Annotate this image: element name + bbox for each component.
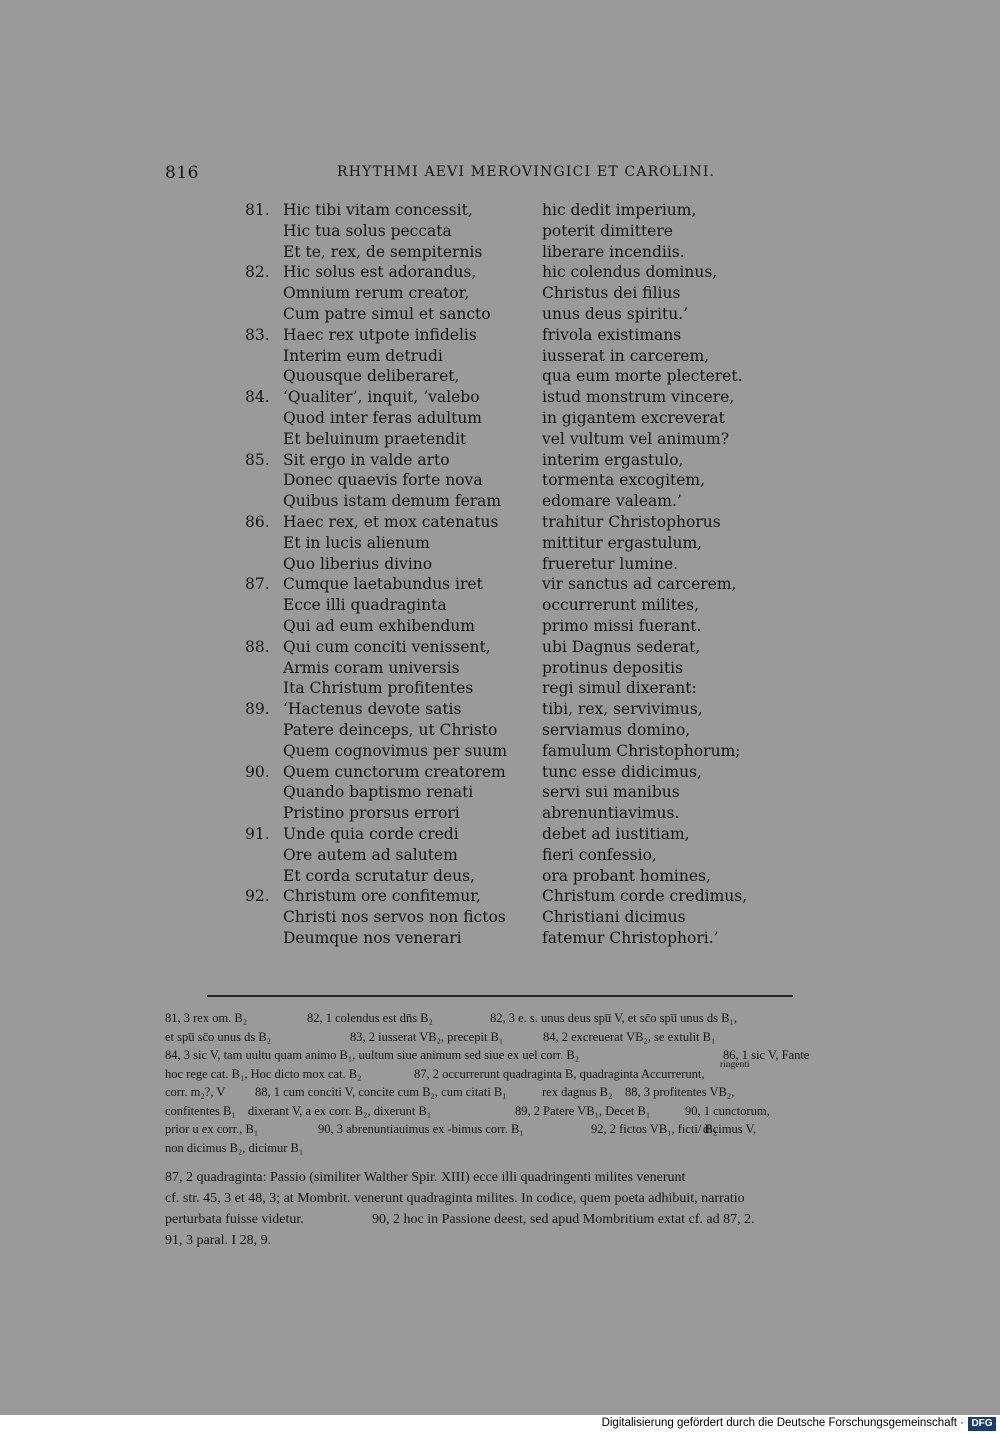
verse-second-half: serviamus domino, <box>542 720 691 739</box>
verse-first-half: Unde quia corde credi <box>283 824 459 843</box>
apparatus-entry: 92, 2 fictos VB₁, ficti/ B₂ <box>591 1122 718 1136</box>
stanza <box>245 450 765 512</box>
interlinear-correction: ringenti <box>720 1060 750 1070</box>
verse-second-half: fieri confessio, <box>542 845 657 864</box>
verse-second-half: Christiani dicimus <box>542 908 686 927</box>
verse-line <box>245 325 765 346</box>
verse-first-half: Quibus istam demum feram <box>283 492 502 511</box>
verse-second-half: liberare incendiis. <box>542 242 685 261</box>
verse-second-half: hic dedit imperium, <box>542 201 697 219</box>
verse-first-half: Christum ore confitemur, <box>283 887 481 906</box>
verse-first-half: Quem cunctorum creatorem <box>283 762 506 781</box>
verse-first-half: Quo liberius divino <box>283 554 433 573</box>
verse-second-half: tunc esse didicimus, <box>542 762 702 781</box>
verse-line <box>245 845 765 866</box>
verse-line <box>245 408 765 429</box>
verse-first-half: Quando baptismo renati <box>283 783 474 802</box>
stanza-number: 83. <box>245 325 270 344</box>
verse-first-half: Quod inter feras adultum <box>283 408 483 427</box>
verse-line <box>245 533 765 554</box>
verse-second-half: vel vultum vel animum? <box>542 429 730 448</box>
apparatus-entry: corr. m₂?, V <box>165 1085 226 1099</box>
verse-line <box>245 429 765 450</box>
verse-line <box>245 803 765 824</box>
apparatus-entry: 88, 3 profitentes VB₂, <box>625 1085 735 1099</box>
apparatus-line <box>165 1102 840 1121</box>
verse-first-half: Cumque laetabundus iret <box>283 575 483 594</box>
apparatus-entry: prior u ex corr., B₁ <box>165 1122 259 1136</box>
stanza <box>245 574 765 636</box>
verse-line <box>245 595 765 616</box>
verse-line <box>245 699 765 720</box>
verse-first-half: Et beluinum praetendit <box>283 429 467 448</box>
verse-second-half: frueretur lumine. <box>542 554 679 573</box>
stanza-number: 85. <box>245 450 270 469</box>
apparatus-entry: 84, 2 excreuerat VB₂, se extulit B₁ <box>543 1029 716 1044</box>
apparatus-line <box>165 1139 840 1158</box>
stanza <box>245 824 765 886</box>
verse-second-half: istud monstrum vincere, <box>542 388 735 407</box>
verse-second-half: debet ad iustitiam, <box>542 824 690 843</box>
apparatus-line <box>165 1120 840 1139</box>
apparatus-entry: 81, 3 rex om. B₂ <box>165 1011 248 1025</box>
stanza-number: 84. <box>245 388 270 407</box>
verse-line <box>245 304 765 325</box>
stanza-number: 82. <box>245 263 270 282</box>
verse-second-half: mittitur ergastulum, <box>542 533 703 552</box>
verse-first-half: Omnium rerum creator, <box>283 284 470 303</box>
verse-first-half: Ecce illi quadraginta <box>283 596 447 615</box>
verse-second-half: ubi Dagnus sederat, <box>542 637 701 656</box>
apparatus-entry: 87, 2 occurrerunt quadraginta B, quadraginta Accurrerunt, <box>414 1066 705 1081</box>
verse-line <box>245 907 765 928</box>
verse-line <box>245 470 765 491</box>
verse-second-half: servi sui manibus <box>542 783 680 802</box>
verse-second-half: fatemur Christophori.’ <box>542 928 719 947</box>
verse-first-half: Quem cognovimus per suum <box>283 741 508 760</box>
verse-first-half: ‘Qualiter’, inquit, ‘valebo <box>283 388 480 407</box>
apparatus-entry: et spu̅ sc̄o unus ds B₂ <box>165 1029 272 1044</box>
verse-first-half: Christi nos servos non fictos <box>283 908 506 927</box>
verse-second-half: hic colendus dominus, <box>542 263 718 282</box>
verse-second-half: Christus dei filius <box>542 284 681 303</box>
page-header <box>165 163 840 185</box>
verse-second-half: tibi, rex, servivimus, <box>542 700 703 719</box>
apparatus-line <box>165 1028 840 1047</box>
apparatus-entry: 83, 2 iusserat VB₂, precepit B₁ <box>350 1029 504 1044</box>
verse-first-half: Qui cum conciti venissent, <box>283 637 491 656</box>
verse-first-half: Ita Christum profitentes <box>283 679 474 698</box>
stanza <box>245 637 765 699</box>
verse-line <box>245 658 765 679</box>
stanza-number: 89. <box>245 700 270 719</box>
stanza <box>245 762 765 824</box>
apparatus-entry: 89, 2 Patere VB₁, Decet B₁ <box>515 1103 651 1118</box>
verse-second-half: interim ergastulo, <box>542 450 684 469</box>
verse-second-half: in gigantem excreverat <box>542 408 725 427</box>
verse-first-half: Sit ergo in valde arto <box>283 450 450 469</box>
note-entry: 91, 3 paral. I 28, 9. <box>165 1233 272 1248</box>
source-notes <box>165 1167 840 1251</box>
apparatus-entry: 86, 1 sic V, Fante <box>723 1048 810 1062</box>
note-line <box>165 1188 840 1209</box>
apparatus-entry: 82, 1 colendus est dn̄s B₂ <box>307 1011 433 1025</box>
apparatus-line <box>165 1065 840 1084</box>
verse-second-half: trahitur Christophorus <box>542 512 721 531</box>
verse-first-half: ‘Hactenus devote satis <box>283 700 462 719</box>
running-title: RHYTHMI AEVI MEROVINGICI ET CAROLINI. <box>337 164 716 180</box>
verse-line <box>245 574 765 595</box>
note-entry: 90, 2 hoc in Passione deest, sed apud Mombritium extat cf. ad 87, 2. <box>372 1212 755 1227</box>
verse-first-half: Hic tibi vitam concessit, <box>283 201 473 219</box>
verse-line <box>245 782 765 803</box>
verse-line <box>245 824 765 845</box>
verse-second-half: abrenuntiavimus. <box>542 804 680 823</box>
footer-credit: Digitalisierung gefördert durch die Deutsche Forschungsgemeinschaft · <box>601 1417 964 1429</box>
verse-second-half: regi simul dixerant: <box>542 679 697 698</box>
verse-first-half: Cum patre simul et sancto <box>283 304 491 323</box>
verse-second-half: vir sanctus ad carcerem, <box>542 575 737 594</box>
verse-line <box>245 720 765 741</box>
stanza <box>245 512 765 574</box>
stanza-number: 90. <box>245 762 270 781</box>
verse-first-half: Patere deinceps, ut Christo <box>283 720 498 739</box>
verse-first-half: Armis coram universis <box>283 658 460 677</box>
stanza <box>245 200 765 262</box>
verse-first-half: Quousque deliberaret, <box>283 367 460 386</box>
apparatus-line <box>165 1009 840 1028</box>
verse-second-half: iusserat in carcerem, <box>542 346 710 365</box>
verse-line <box>245 886 765 907</box>
verse-first-half: Hic tua solus peccata <box>283 221 452 240</box>
stanza <box>245 387 765 449</box>
critical-apparatus <box>165 1009 840 1157</box>
verse-line <box>245 387 765 408</box>
verse-first-half: Pristino prorsus errori <box>283 804 460 823</box>
stanza-number: 88. <box>245 637 270 656</box>
note-entry: perturbata fuisse videtur. <box>165 1212 304 1227</box>
verse-first-half: Donec quaevis forte nova <box>283 471 483 490</box>
verse-line <box>245 262 765 283</box>
verse-line <box>245 221 765 242</box>
verse-second-half: tormenta excogitem, <box>542 471 706 490</box>
verse-second-half: famulum Christophorum; <box>542 741 741 760</box>
verse-second-half: frivola existimans <box>542 325 682 344</box>
stanza-number: 86. <box>245 512 270 531</box>
apparatus-entry: 90, 3 abrenuntiauimus ex -bimus corr. B₁ <box>318 1122 524 1136</box>
verse-line <box>245 366 765 387</box>
digitization-footer <box>0 1415 1000 1434</box>
verse-line <box>245 637 765 658</box>
stanza <box>245 325 765 387</box>
verse-line <box>245 928 765 949</box>
verse-second-half: occurrerunt milites, <box>542 596 700 615</box>
note-line <box>165 1230 840 1251</box>
verse-first-half: Et corda scrutatur deus, <box>283 866 475 885</box>
apparatus-entry: dixerant V, a ex corr. B₂, dixerunt B₁ <box>248 1103 432 1118</box>
apparatus-entry: confitentes B₁ <box>165 1103 236 1118</box>
poem-text <box>245 200 765 949</box>
note-entry: 87, 2 quadraginta: Passio (similiter Walther Spir. XIII) ecce illi quadringenti milites venerunt <box>165 1170 686 1185</box>
verse-line <box>245 866 765 887</box>
verse-second-half: edomare valeam.’ <box>542 492 682 511</box>
verse-first-half: Deumque nos venerari <box>283 928 462 947</box>
verse-line <box>245 616 765 637</box>
apparatus-entry: 82, 3 e. s. unus deus spu̅ V, et sc̄o spu̅ unus ds B₁, <box>490 1011 737 1025</box>
stanza <box>245 262 765 324</box>
verse-first-half: Hic solus est adorandus, <box>283 263 477 282</box>
verse-first-half: Et in lucis alienum <box>283 533 430 552</box>
verse-line <box>245 741 765 762</box>
stanza <box>245 886 765 948</box>
verse-second-half: Christum corde credimus, <box>542 887 748 906</box>
verse-second-half: primo missi fuerant. <box>542 616 702 635</box>
verse-first-half: Haec rex, et mox catenatus <box>283 512 499 531</box>
verse-second-half: poterit dimittere <box>542 221 673 240</box>
verse-line <box>245 762 765 783</box>
verse-line <box>245 346 765 367</box>
verse-first-half: Haec rex utpote infidelis <box>283 325 477 344</box>
verse-line <box>245 678 765 699</box>
verse-line <box>245 491 765 512</box>
dfg-logo-icon: DFG <box>968 1417 996 1431</box>
apparatus-entry: rex dagnus B₂ <box>542 1085 613 1099</box>
stanza <box>245 699 765 761</box>
apparatus-entry: non dicimus B₂, dicimur B₁ <box>165 1140 304 1155</box>
apparatus-entry: 88, 1 cum conciti V, concite cum B₂, cum citati B₁ <box>255 1085 507 1099</box>
verse-line <box>245 554 765 575</box>
verse-line <box>245 200 765 221</box>
note-entry: cf. str. 45, 3 et 48, 3; at Mombrit. venerunt quadraginta milites. In codice, quem poeta adhibuit, narratio <box>165 1191 745 1206</box>
apparatus-entry: hoc rege cat. B₁, Hoc dicto mox cat. B₂ <box>165 1066 362 1081</box>
verse-second-half: unus deus spiritu.’ <box>542 304 689 323</box>
apparatus-line <box>165 1083 840 1102</box>
apparatus-line <box>165 1046 840 1070</box>
verse-line <box>245 283 765 304</box>
note-line <box>165 1209 840 1230</box>
verse-line <box>245 242 765 263</box>
apparatus-entry: dicimus V, <box>703 1122 757 1136</box>
page-number: 816 <box>165 163 199 183</box>
stanza-number: 81. <box>245 201 270 219</box>
verse-second-half: ora probant homines, <box>542 866 711 885</box>
apparatus-entry: 90, 1 cunctorum, <box>685 1103 770 1118</box>
note-line <box>165 1167 840 1188</box>
stanza-number: 91. <box>245 824 270 843</box>
verse-first-half: Ore autem ad salutem <box>283 845 458 864</box>
verse-first-half: Et te, rex, de sempiternis <box>283 242 483 261</box>
verse-first-half: Qui ad eum exhibendum <box>283 616 475 635</box>
footnote-rule <box>207 995 793 997</box>
apparatus-entry: 84, 3 sic V, tam uultu quam animo B₁, uultum siue animum sed siue ex uel corr. B₂ <box>165 1048 580 1062</box>
stanza-number: 92. <box>245 887 270 906</box>
stanza-number: 87. <box>245 575 270 594</box>
verse-first-half: Interim eum detrudi <box>283 346 443 365</box>
verse-second-half: protinus depositis <box>542 658 684 677</box>
verse-second-half: qua eum morte plecteret. <box>542 367 743 386</box>
verse-line <box>245 512 765 533</box>
verse-line <box>245 450 765 471</box>
